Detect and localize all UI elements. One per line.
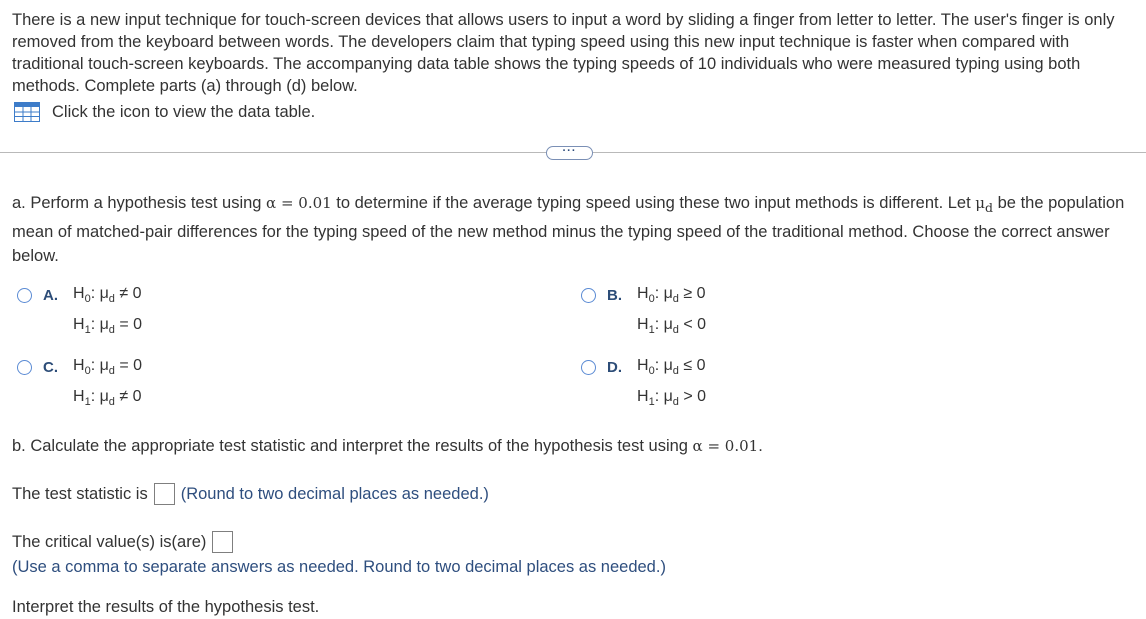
option-b-hypotheses	[637, 281, 706, 343]
test-statistic-row	[12, 483, 489, 505]
option-d-h0: $H_0$: $\mu_d \le 0$	[637, 357, 706, 378]
option-a[interactable]	[17, 286, 142, 343]
option-a-letter: A.	[43, 287, 58, 304]
interpret-prompt: Interpret the results of the hypothesis test.	[12, 598, 320, 616]
option-c[interactable]	[17, 358, 142, 415]
critical-value-row	[12, 531, 239, 553]
part-b-question: b. Calculate the appropriate test statistic and interpret the results of the hypothesis test using α = 0.01.	[12, 437, 763, 455]
radio-option-d[interactable]	[581, 360, 596, 375]
option-d-h1: $H_1$: $\mu_d > 0$	[637, 388, 707, 409]
radio-option-c[interactable]	[17, 360, 32, 375]
option-a-hypotheses	[73, 281, 142, 343]
critical-value-hint: (Use a comma to separate answers as needed. Round to two decimal places as needed.)	[12, 558, 666, 576]
radio-option-b[interactable]	[581, 288, 596, 303]
part-a-question: a. Perform a hypothesis test using α = 0.01 to determine if the average typing speed using these two input methods is different. Let $\mu_d$ be the population mean of matched-pair differences for the typing speed of the new method minus the typing speed of the traditional method. Choose the correct answer below.	[12, 194, 1125, 265]
problem-intro: There is a new input technique for touch-screen devices that allows users to input a word by sliding a finger from letter to letter. The user's finger is only removed from the keyboard between words. The developers claim that typing speed using this new input technique is faster when compared with traditional touch-screen keyboards. The accompanying data table shows the typing speeds of 10 individuals who were measured typing using both methods. Complete parts (a) through (d) below.	[12, 11, 1115, 95]
option-b[interactable]	[581, 286, 706, 343]
test-statistic-input[interactable]	[154, 483, 175, 505]
option-d[interactable]	[581, 358, 706, 415]
test-statistic-label: The test statistic is	[12, 484, 148, 503]
option-d-letter: D.	[607, 359, 622, 376]
test-statistic-hint: (Round to two decimal places as needed.)	[180, 484, 489, 503]
option-b-letter: B.	[607, 287, 622, 304]
alpha-expression: α = 0.01	[266, 194, 332, 212]
data-table-link[interactable]	[14, 102, 315, 122]
option-c-hypotheses	[73, 353, 142, 415]
radio-option-a[interactable]	[17, 288, 32, 303]
option-a-h0: $H_0$: $\mu_d \ne 0$	[73, 285, 142, 306]
option-c-h1: $H_1$: $\mu_d \ne 0$	[73, 388, 142, 409]
option-b-h1: $H_1$: $\mu_d < 0$	[637, 316, 707, 337]
alpha-expression-b: α = 0.01	[692, 437, 759, 455]
option-c-letter: C.	[43, 359, 58, 376]
data-table-link-label[interactable]: Click the icon to view the data table.	[52, 102, 316, 121]
critical-value-label: The critical value(s) is(are)	[12, 532, 207, 551]
expand-more-button[interactable]: ···	[546, 146, 593, 160]
data-table-icon[interactable]	[14, 102, 40, 122]
critical-value-input[interactable]	[212, 531, 233, 553]
option-a-h1: $H_1$: $\mu_d = 0$	[73, 316, 143, 337]
option-c-h0: $H_0$: $\mu_d = 0$	[73, 357, 143, 378]
option-d-hypotheses	[637, 353, 706, 415]
mu-d-symbol: $\mu_d$	[975, 194, 994, 215]
option-b-h0: $H_0$: $\mu_d \ge 0$	[637, 285, 706, 306]
